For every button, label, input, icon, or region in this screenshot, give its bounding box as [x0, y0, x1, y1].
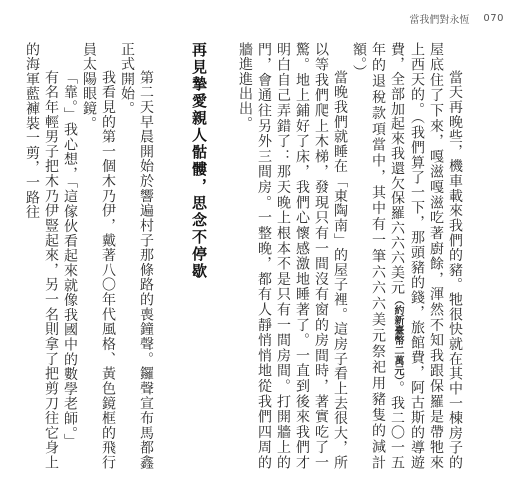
- paragraph: 第二天早晨開始於響遍村子那條路的喪鐘聲。鑼聲宣布馬都鑫正式開始。: [119, 42, 154, 470]
- paragraph: 「靠。」我心想，「這傢伙看起來就像我國中的數學老師。」: [62, 70, 78, 449]
- paragraph-text: 。我二〇一五年的退稅款項當中，其中有一筆六六六美元祭祀用豬隻的減計額。）: [351, 42, 405, 470]
- book-page-text: [24, 42, 464, 470]
- page-number: 070: [483, 12, 504, 24]
- running-title: 當我們對永恆: [409, 14, 470, 26]
- paragraph: [349, 42, 464, 470]
- paragraph-text: 當天再晚些，機車載來我們的豬。牠很快就在其中一棟房子的屋底住了下來，嘎滋嘎滋吃著廚餘，渾然不知我跟保羅是帶牠來上西天的。（我們算了一下，那頭豬的錢，旅館費，阿古斯的導遊費，全部加起來我還欠保羅六六六美元: [389, 42, 463, 470]
- currency-note: （約新臺幣二萬元）: [392, 295, 403, 381]
- running-header: [362, 10, 504, 26]
- paragraph: 我看見的第一個木乃伊，戴著八〇年代風格、黃色鏡框的飛行員太陽眼鏡。: [81, 42, 116, 470]
- section-heading: 再見摯愛親人骷髏，思念不停歇: [190, 42, 208, 280]
- paragraph: 有名年輕男子把木乃伊豎起來，另一名則拿了把剪刀往它身上的海軍藍褲裝一剪，一路往: [24, 42, 59, 470]
- paragraph: 當晚我們就睡在「東陶南」的屋子裡。這房子看上去很大，所以等我們爬上木梯，發現只有一間沒有窗的房間時，著實吃了一驚。地上鋪好了床，我們心懷感激地睡著了。一直到後來我們才明白自己弄錯了：那天晚上根本不是只有一間房間。打開牆上的門，會通往另外三間房。一整晚，都有人靜悄悄地從我們四周的牆進進出出。: [237, 42, 348, 470]
